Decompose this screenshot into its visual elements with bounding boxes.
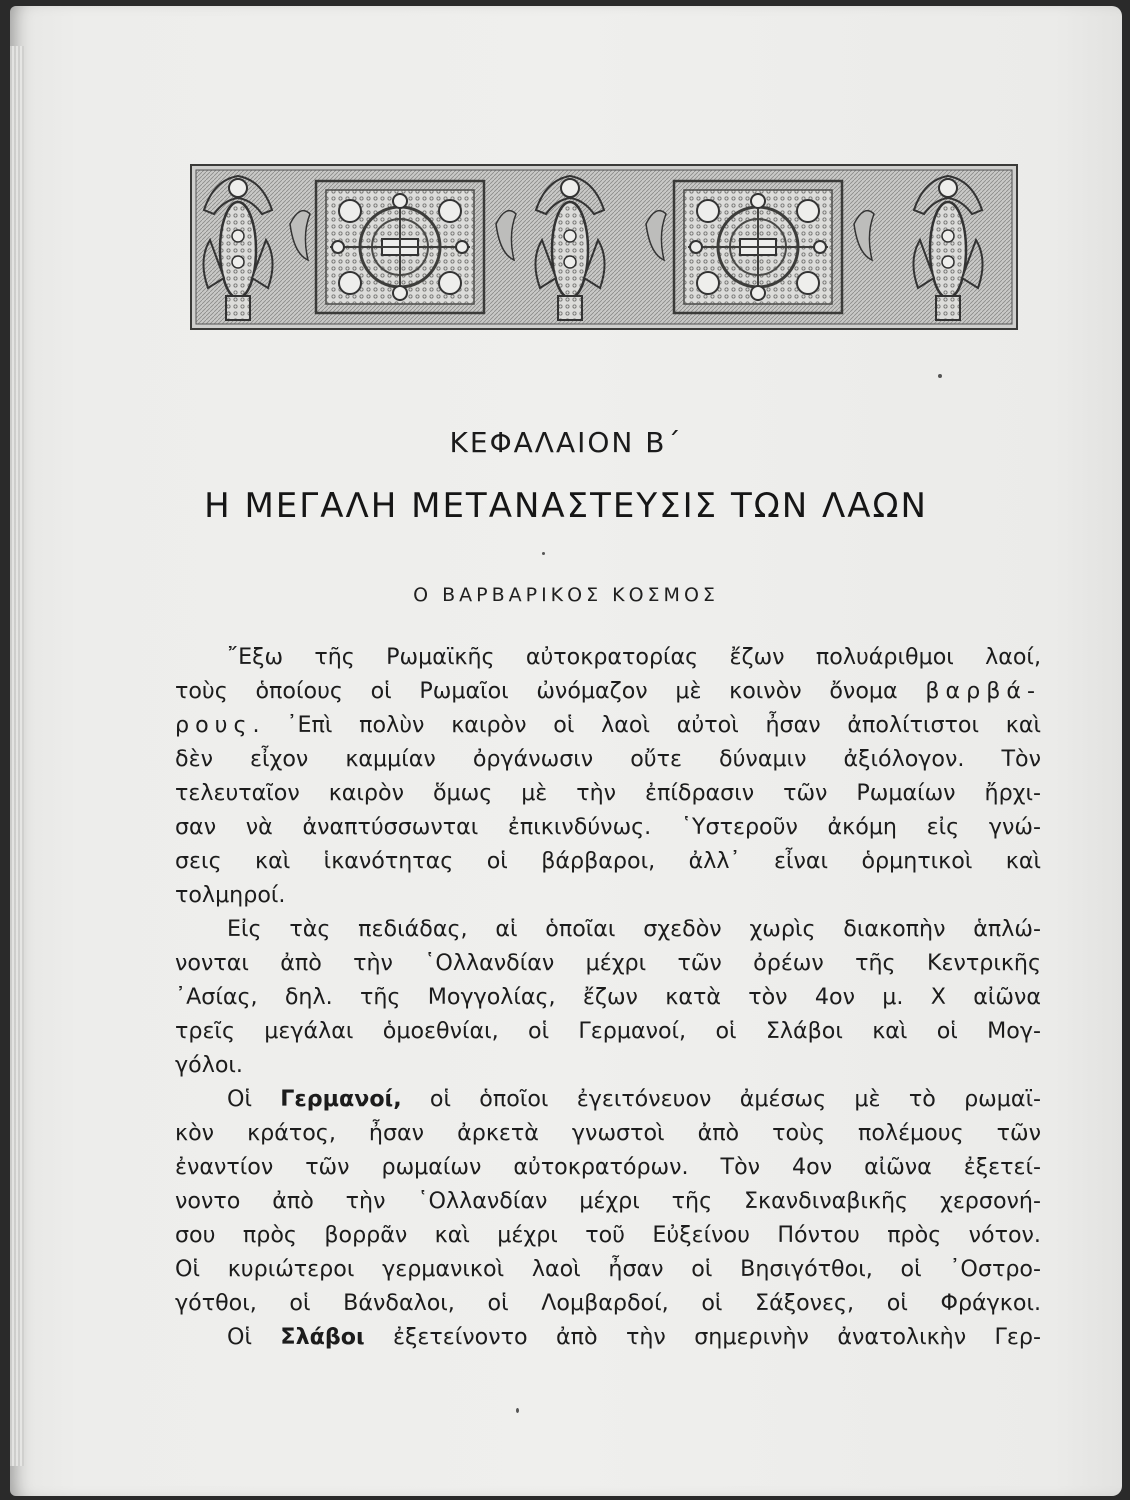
text-line: τολμηροί. — [175, 882, 286, 908]
emphasized-term: βαρβά- — [925, 678, 1041, 704]
text-segment: Οἱ — [227, 1086, 281, 1112]
text-line: κὸν κράτος, ἦσαν ἀρκετὰ γνωστοὶ ἀπὸ τοὺς πολέμους τῶν — [175, 1120, 1041, 1146]
section-title: Ο ΒΑΡΒΑΡΙΚΟΣ ΚΟΣΜΟΣ — [413, 584, 719, 606]
emphasized-term: ρους — [175, 712, 253, 738]
paragraph-1 — [175, 640, 1041, 912]
text-line: Εἰς τὰς πεδιάδας, αἱ ὁποῖαι σχεδὸν χωρὶς διακοπὴν ἁπλώ- — [227, 916, 1041, 942]
chapter-label: ΚΕΦΑΛΑΙΟΝ Β΄ — [449, 426, 683, 459]
page-stack-edge — [10, 46, 24, 1466]
text-line: νονται ἀπὸ τὴν ῾Ολλανδίαν μέχρι τῶν ὀρέων τῆς Κεντρικῆς — [175, 950, 1041, 976]
emphasized-term: Σλάβοι — [280, 1324, 365, 1350]
text-segment: Οἱ — [227, 1324, 281, 1350]
book-page — [10, 6, 1122, 1496]
text-segment: τοὺς ὁποίους οἱ Ρωμαῖοι ὠνόμαζον μὲ κοινὸν ὄνομα — [175, 678, 898, 704]
text-line — [175, 708, 1041, 742]
text-line: τελευταῖον καιρὸν ὅμως μὲ τὴν ἐπίδρασιν τῶν Ρωμαίων ἤρχι- — [175, 780, 1041, 806]
text-line: τρεῖς μεγάλαι ὁμοεθνίαι, οἱ Γερμανοί, οἱ Σλάβοι καὶ οἱ Μογ- — [175, 1018, 1041, 1044]
text-segment: οἱ ὁποῖοι ἐγειτόνευον ἀμέσως μὲ τὸ ρωμαϊ- — [401, 1086, 1041, 1112]
body-text — [175, 640, 1041, 1354]
text-line: γότθοι, οἱ Βάνδαλοι, οἱ Λομβαρδοί, οἱ Σάξονες, οἱ Φράγκοι. — [175, 1290, 1041, 1316]
text-line — [175, 674, 1041, 708]
text-line: ῎Εξω τῆς Ρωμαϊκῆς αὐτοκρατορίας ἔζων πολυάριθμοι λαοί, — [227, 644, 1041, 670]
text-line: σου πρὸς βορρᾶν καὶ μέχρι τοῦ Εὐξείνου Πόντου πρὸς νότον. — [175, 1222, 1041, 1248]
text-segment: . ᾿Επὶ πολὺν καιρὸν οἱ λαοὶ αὐτοὶ ἦσαν ἀπολίτιστοι καὶ — [252, 712, 1041, 738]
print-speck — [516, 1408, 519, 1413]
text-line: ᾿Ασίας, δηλ. τῆς Μογγολίας, ἔζων κατὰ τὸν 4ον μ. Χ αἰῶνα — [175, 984, 1041, 1010]
text-line: δὲν εἶχον καμμίαν ὀργάνωσιν οὔτε δύναμιν ἀξιόλογον. Τὸν — [175, 746, 1041, 772]
text-line: σεις καὶ ἱκανότητας οἱ βάρβαροι, ἀλλ᾿ εἶναι ὁρμητικοὶ καὶ — [175, 848, 1041, 874]
text-line — [175, 1082, 1041, 1116]
ornament-drawing — [190, 164, 1018, 330]
text-line: γόλοι. — [175, 1052, 243, 1078]
paragraph-2 — [175, 912, 1041, 1082]
paragraph-4 — [175, 1320, 1041, 1354]
text-line — [175, 1320, 1041, 1354]
text-line: νοντο ἀπὸ τὴν ῾Ολλανδίαν μέχρι τῆς Σκανδιναβικῆς χερσονή- — [175, 1188, 1041, 1214]
print-speck — [542, 552, 545, 555]
text-line: Οἱ κυριώτεροι γερμανικοὶ λαοὶ ἦσαν οἱ Βησιγότθοι, οἱ ᾿Οστρο- — [175, 1256, 1041, 1282]
text-line: σαν νὰ ἀναπτύσσωνται ἐπικινδύνως. ῾Υστεροῦν ἀκόμη εἰς γνώ- — [175, 814, 1041, 840]
paragraph-3 — [175, 1082, 1041, 1320]
text-line: ἐναντίον τῶν ρωμαίων αὐτοκρατόρων. Τὸν 4ον αἰῶνα ἐξετεί- — [175, 1154, 1041, 1180]
emphasized-term: Γερμανοί, — [280, 1086, 402, 1112]
ornamental-headpiece — [190, 164, 1018, 330]
text-segment: ἐξετείνοντο ἀπὸ τὴν σημερινὴν ἀνατολικὴν Γερ- — [364, 1324, 1041, 1350]
print-speck — [938, 374, 942, 378]
chapter-title: Η ΜΕΓΑΛΗ ΜΕΤΑΝΑΣΤΕΥΣΙΣ ΤΩΝ ΛΑΩΝ — [204, 486, 928, 526]
